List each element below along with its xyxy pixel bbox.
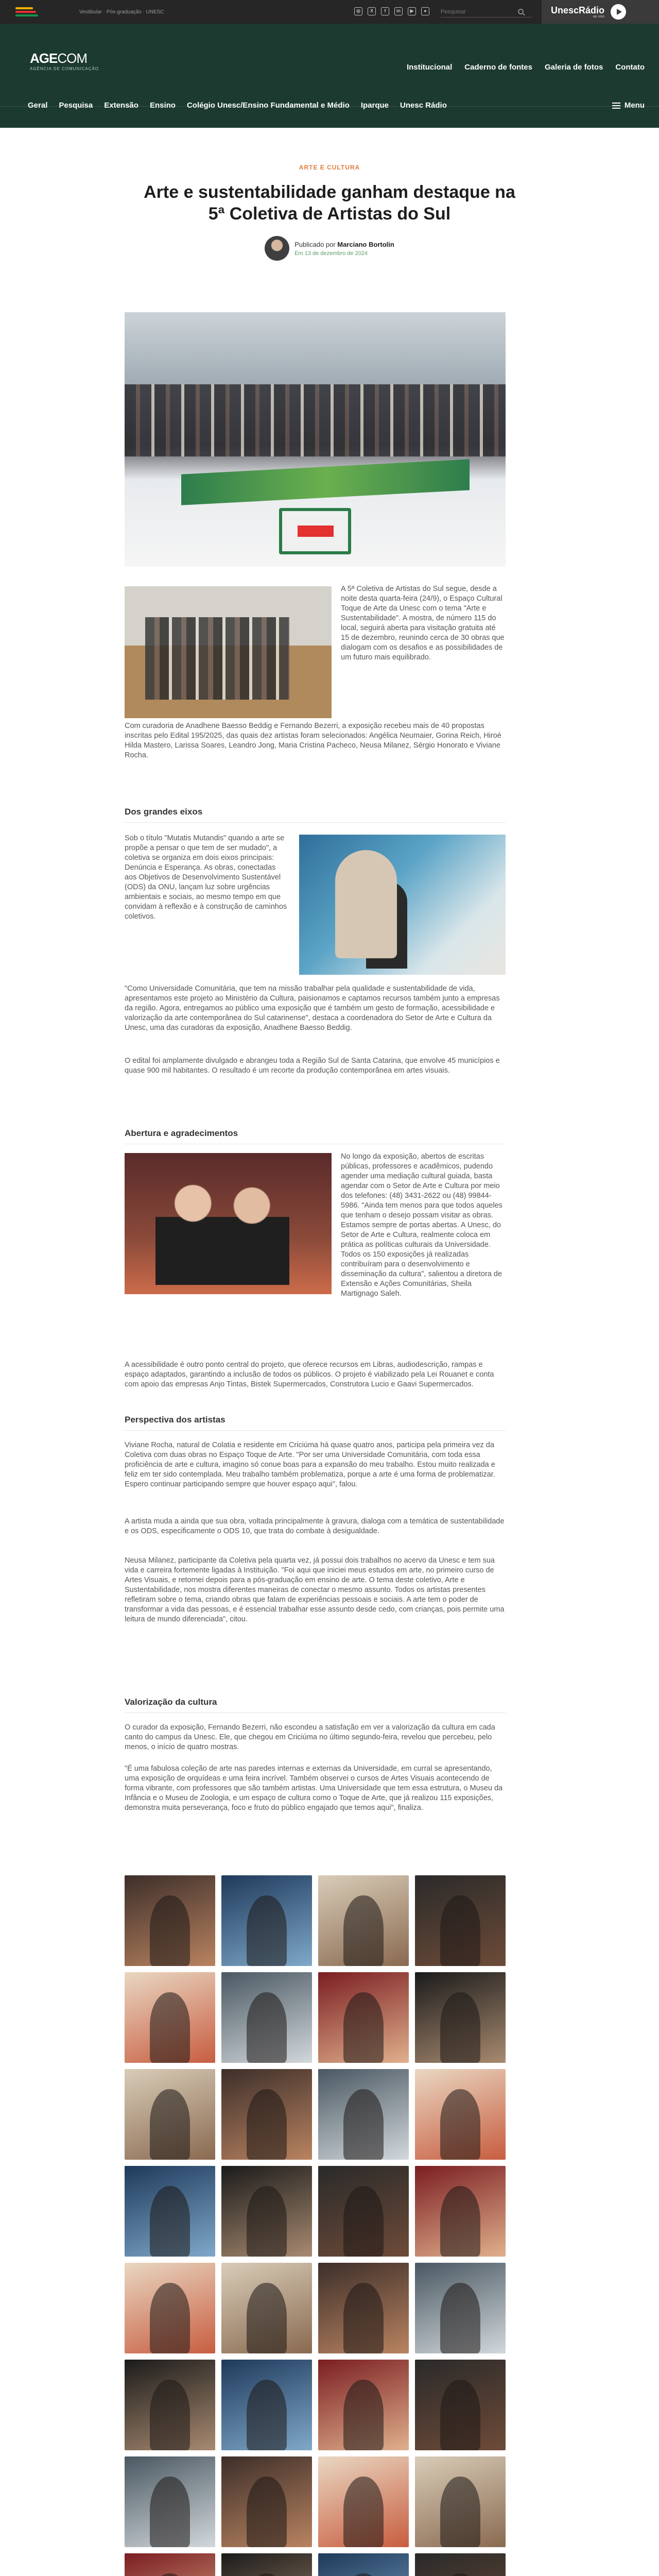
gallery-thumb[interactable]	[221, 1875, 312, 1966]
category-nav	[28, 101, 447, 110]
flickr-icon[interactable]: ●	[421, 7, 429, 15]
unesc-logo[interactable]	[15, 7, 38, 17]
gallery-thumb[interactable]	[318, 2069, 409, 2160]
section-heading-abertura: Abertura e agradecimentos	[125, 1128, 238, 1138]
neusa-paragraph: Neusa Milanez, participante da Coletiva pela quarta vez, já possui dois trabalhos no acervo da Unesc e tem sua vida e carreira fortemente ligadas à Instituição. "Foi aqui que iniciei meus estudos em arte, no primeiro curso de Artes Visuais, e retornei depois para a pós-graduação em ensino de arte. O tema deste coletivo, Arte e Sustentabilidade, nos mostra diferentes maneiras de conectar o mesmo assunto. Todos os artistas presentes refletiram sobre o tema, criando obras que falam de experiências pessoais e sociais. A arte tem o poder de transformar a vida das pessoas, e é essencial trabalhar esse assunto desde cedo, com crianças, pois permite uma leitura de mundo diferenciada", citou.	[125, 1556, 505, 1623]
article-header	[0, 128, 659, 261]
radio-subtitle: ao vivo	[593, 14, 605, 19]
quote-paragraph: "Como Universidade Comunitária, que tem na missão trabalhar pela qualidade e sustentabilidade de vida, apresentamos este projeto ao Ministério da Cultura, paisionamos e captamos recursos também junto a empresas da região. Agora, entregamos ao público uma exposição que é também um gesto de formação, acessibilidade e valorização da arte contemporânea do Sul catarinense", destaca a coordenadora do Setor de Arte e Cultura da Unesc, uma das curadoras da exposição, Anadhene Baesso Beddig.	[125, 985, 500, 1032]
cat-ensino[interactable]: Ensino	[149, 101, 176, 110]
viviane-paragraph: Viviane Rocha, natural de Colatia e residente em Criciúma há quase quatro anos, participa pela primeira vez da Coletiva com duas obras no Espaço Toque de Arte. "Por ser uma Universidade Comunitária, com toda essa proficiência de arte e cultura, imagino só conue boas para a expansão do meu trabalho. Estou muito realizada e feliz em ter sido contemplada. Meu trabalho também problematiza, porque a arte é uma forma de problematizar. Espero continuar participando sempre que houver espaço aqui", falou.	[125, 1441, 495, 1488]
publish-date: Em 13 de dezembro de 2024	[294, 250, 368, 257]
gallery-thumb[interactable]	[415, 2069, 506, 2160]
gallery-thumb[interactable]	[221, 2069, 312, 2160]
cat-unesc-radio[interactable]: Unesc Rádio	[400, 101, 447, 110]
search-box	[441, 6, 532, 18]
gallery-thumb[interactable]	[125, 1875, 215, 1966]
gallery-thumb[interactable]	[415, 2263, 506, 2353]
gallery-thumb[interactable]	[318, 1972, 409, 2063]
gallery-thumb[interactable]	[125, 2263, 215, 2353]
nav-institucional[interactable]: Institucional	[406, 63, 453, 72]
hamburger-icon	[612, 103, 620, 109]
topbar-links[interactable]: Vestibular · Pós-graduação · UNESC	[79, 9, 164, 15]
opening-photo	[125, 1153, 332, 1294]
edital-paragraph: O edital foi amplamente divulgado e abrangeu toda a Região Sul de Santa Catarina, que envolve 45 municípios e quase 900 mil habitantes. O resultado é um recorte da produção contemporânea em artes visuais.	[125, 1057, 500, 1075]
linkedin-icon[interactable]: in	[394, 7, 403, 15]
menu-button[interactable]: Menu	[612, 101, 645, 110]
article-category[interactable]: ARTE E CULTURA	[299, 164, 360, 171]
cat-extensao[interactable]: Extensão	[104, 101, 138, 110]
search-icon[interactable]	[518, 9, 524, 14]
radio-title: UnescRádio	[551, 5, 605, 15]
article-title: Arte e sustentabilidade ganham destaque na 5ª Coletiva de Artistas do Sul	[144, 182, 515, 224]
curator-paragraph: O curador da exposição, Fernando Bezerri, não escondeu a satisfação em ver a valorização da cultura em cada canto do campus da Unesc. Ele, que chegou em Criciúma no último segundo-feira, revelou que percebeu, pelo menos, o início de quatro mostras.	[125, 1723, 495, 1751]
photo-gallery	[125, 1875, 506, 2576]
gallery-thumb[interactable]	[318, 2456, 409, 2547]
gallery-thumb[interactable]	[125, 2069, 215, 2160]
cat-colegio[interactable]: Colégio Unesc/Ensino Fundamental e Médio	[186, 101, 350, 110]
top-utility-bar	[0, 0, 659, 24]
gallery-thumb[interactable]	[125, 2456, 215, 2547]
gallery-thumb[interactable]	[221, 2263, 312, 2353]
gallery-thumb[interactable]	[318, 2553, 409, 2576]
x-icon[interactable]: X	[368, 7, 376, 15]
section-heading-perspectiva: Perspectiva dos artistas	[125, 1415, 226, 1425]
play-icon[interactable]	[611, 4, 626, 20]
section-heading-dos-grandes-eixos: Dos grandes eixos	[125, 807, 203, 817]
gallery-thumb[interactable]	[221, 2166, 312, 2257]
nav-caderno-de-fontes[interactable]: Caderno de fontes	[464, 63, 532, 72]
nav-galeria-de-fotos[interactable]: Galeria de fotos	[544, 63, 603, 72]
artwork-photo	[299, 835, 506, 975]
accessibility-paragraph: A acessibilidade é outro ponto central do projeto, que oferece recursos em Libras, audiodescrição, rampas e espaço adaptados, garantindo a inclusão de todos os públicos. O projeto é viabilizado pela Lei Rouanet e conta com apoio das empresas Anjo Tintas, Bistek Supermercados, Construtora Lucio e Gaavi Supermercados.	[125, 1361, 494, 1388]
gallery-thumb[interactable]	[125, 2166, 215, 2257]
social-icons	[354, 7, 429, 15]
gravura-paragraph: A artista muda a ainda que sua obra, voltada principalmente à gravura, dialoga com a temática de sustentabilidade e os ODS, especificamente o ODS 10, que trata do combate à desigualdade.	[125, 1517, 505, 1535]
byline: Publicado por Marciano Bortolin Em 13 de dezembro de 2024	[0, 236, 659, 261]
header-nav	[407, 63, 645, 72]
cat-iparque[interactable]: Iparque	[360, 101, 389, 110]
facebook-icon[interactable]: f	[381, 7, 389, 15]
cat-geral[interactable]: Geral	[28, 101, 48, 110]
search-input[interactable]	[441, 9, 518, 15]
gallery-thumb[interactable]	[415, 1972, 506, 2063]
author-name[interactable]: Marciano Bortolin	[337, 240, 394, 248]
exhibition-photo	[125, 586, 332, 718]
youtube-icon[interactable]: ▶	[408, 7, 416, 15]
gallery-thumb[interactable]	[221, 2456, 312, 2547]
intro-paragraph: A 5ª Coletiva de Artistas do Sul segue, desde a noite desta quarta-feira (24/9), o Espaço Cultural Toque de Arte da Unesc com o tema "Arte e Sustentabilidade". A mostra, de número 115 do local, seguirá aberta para visitação gratuita até 15 de dezembro, reunindo cerca de 30 obras que dialogam com os desafios e as possibilidades de um futuro mais equilibrado.	[341, 585, 505, 662]
gallery-thumb[interactable]	[415, 1875, 506, 1966]
gallery-thumb[interactable]	[415, 2166, 506, 2257]
abertura-paragraph: No longo da exposição, abertos de escritas públicas, professores e acadêmicos, pudendo agender uma mediação cultural guiada, basta agendar com o Setor de Arte e Cultura por meio dos telefones: (48) 3431-2622 ou (48) 99844-5986. "Ainda tem menos para que todos aqueles que tenham o desejo possam visitar as obras. Estamos sempre de portas abertas. A Unesc, do Setor de Arte e Cultura, realmente coloca em prática as políticas culturais da Universidade. Todos os 150 exposições já realizadas contribuíram para o desenvolvimento e disseminação da cultura", salientou a diretora de Extensão e Ações Comunitárias, Sheila Martignago Saleh.	[341, 1153, 502, 1298]
gallery-thumb[interactable]	[221, 2553, 312, 2576]
gallery-thumb[interactable]	[125, 2360, 215, 2450]
hero-photo	[125, 312, 506, 567]
gallery-thumb[interactable]	[318, 2166, 409, 2257]
gallery-thumb[interactable]	[125, 1972, 215, 2063]
divider	[125, 1430, 506, 1431]
gallery-thumb[interactable]	[415, 2360, 506, 2450]
divider	[125, 822, 506, 823]
nav-contato[interactable]: Contato	[615, 63, 645, 72]
agecom-logo[interactable]: AGECOM AGÊNCIA DE COMUNICAÇÃO	[30, 50, 99, 71]
radio-player[interactable]	[542, 0, 659, 24]
gallery-thumb[interactable]	[415, 2553, 506, 2576]
section-heading-valorizacao: Valorização da cultura	[125, 1697, 217, 1707]
gallery-thumb[interactable]	[318, 2263, 409, 2353]
gallery-thumb[interactable]	[221, 1972, 312, 2063]
curatorship-paragraph: Com curadoria de Anadhene Baesso Beddig e Fernando Bezerri, a exposição recebeu mais de 40 propostas inscritas pelo Edital 195/2025, das quais dez artistas foram selecionados: Angélica Neumaier, Gorina Reich, Hiroé Hilda Mastero, Larissa Soares, Leandro Jong, Maria Cristina Pacheco, Neusa Milanez, Sérgio Honorato e Viviane Rocha.	[125, 722, 501, 759]
closing-quote-paragraph: "É uma fabulosa coleção de arte nas paredes internas e externas da Universidade, em curral se apresentando, uma exposição de orquídeas e uma feira incrível. Também observei o cursos de Artes Visuais acontecendo de forma vibrante, com professores que são também artistas. Uma Universidade que tem essa estrutura, o Museu da Infância e o Museu de Zoologia, e um espaço de cultura como o Toque de Arte, que já realizou 115 exposições, demonstra muita perseverança, foco e fruto do público engajado que temos aqui", finaliza.	[125, 1765, 503, 1812]
author-avatar	[265, 236, 289, 261]
gallery-thumb[interactable]	[318, 2360, 409, 2450]
site-header	[0, 24, 659, 128]
eixos-paragraph: Sob o título "Mutatis Mutandis" quando a arte se propõe a pensar o que tem de ser mudado", a coletiva se organiza em dois eixos principais: Denúncia e Esperança. As obras, conectadas aos Objetivos de Desenvolvimento Sustentável (ODS) da ONU, lançam luz sobre urgências ambientais e sociais, ao mesmo tempo em que convidam à reflexão e à construção de caminhos coletivos.	[125, 834, 287, 921]
gallery-thumb[interactable]	[125, 2553, 215, 2576]
gallery-thumb[interactable]	[221, 2360, 312, 2450]
gallery-thumb[interactable]	[415, 2456, 506, 2547]
cat-pesquisa[interactable]: Pesquisa	[59, 101, 93, 110]
instagram-icon[interactable]: ◎	[354, 7, 362, 15]
gallery-thumb[interactable]	[318, 1875, 409, 1966]
